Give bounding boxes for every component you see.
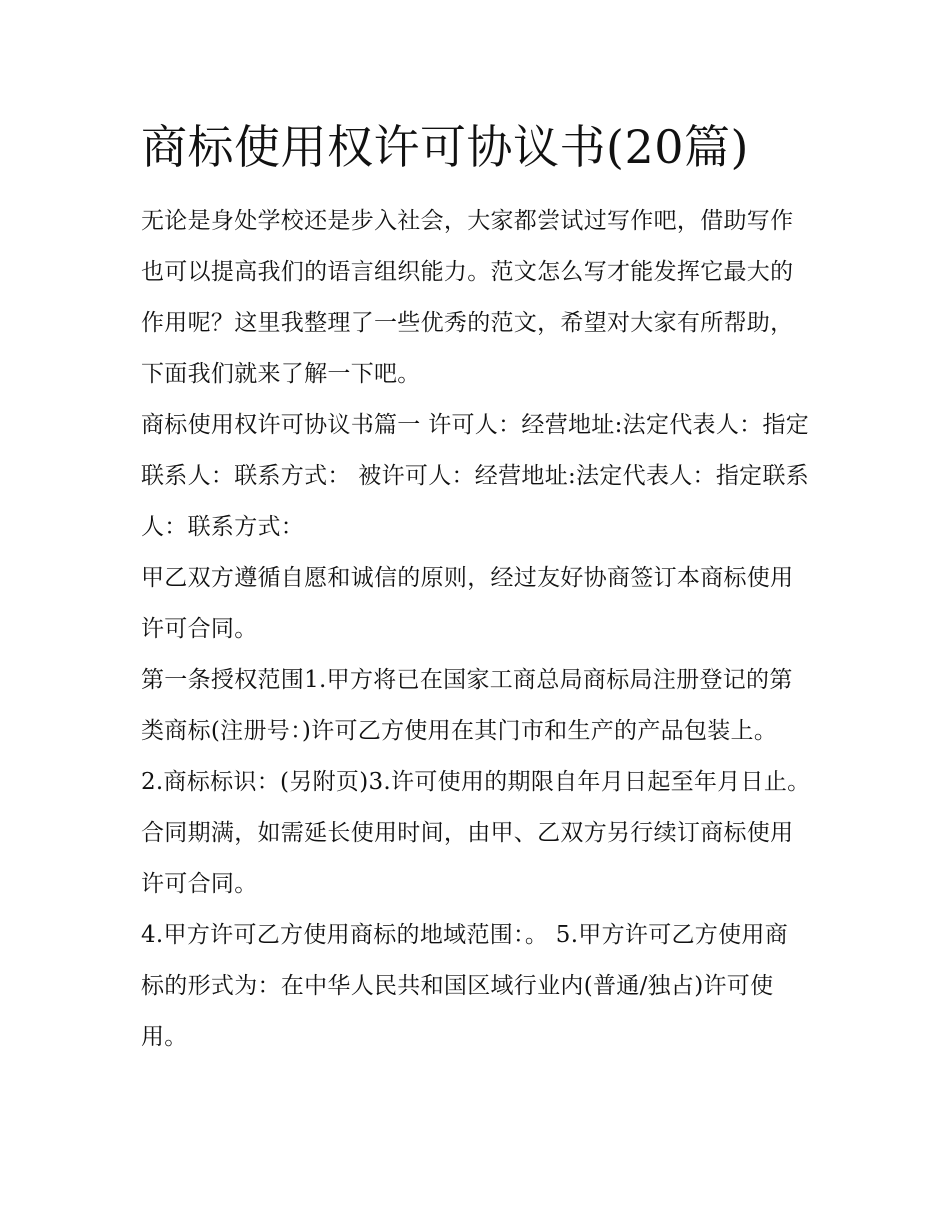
article-term-paragraph: 2.商标标识：(另附页)3.许可使用的期限自年月日起至年月日止。 合同期满，如需延长使用时间，由甲、乙双方另行续订商标使用许可合同。 bbox=[141, 769, 811, 897]
parties-paragraph: 商标使用权许可协议书篇一 许可人：经营地址:法定代表人：指定联系人：联系方式： 被许可人：经营地址:法定代表人：指定联系人：联系方式： bbox=[141, 412, 810, 540]
principle-paragraph: 甲乙双方遵循自愿和诚信的原则，经过友好协商签订本商标使用许可合同。 bbox=[141, 565, 794, 642]
article-scope-paragraph: 4.甲方许可乙方使用商标的地域范围：。 5.甲方许可乙方使用商标的形式为：在中华人民共和国区域行业内(普通/独占)许可使用。 bbox=[141, 922, 788, 1050]
article-one-paragraph: 第一条授权范围1.甲方将已在国家工商总局商标局注册登记的第类商标(注册号：)许可乙方使用在其门市和生产的产品包装上。 bbox=[141, 667, 793, 744]
page-title: 商标使用权许可协议书(20篇) bbox=[141, 120, 749, 174]
document-body bbox=[141, 196, 811, 1063]
intro-paragraph: 无论是身处学校还是步入社会，大家都尝试过写作吧，借助写作也可以提高我们的语言组织能力。范文怎么写才能发挥它最大的作用呢？这里我整理了一些优秀的范文，希望对大家有所帮助，下面我们就来了解一下吧。 bbox=[141, 208, 794, 387]
